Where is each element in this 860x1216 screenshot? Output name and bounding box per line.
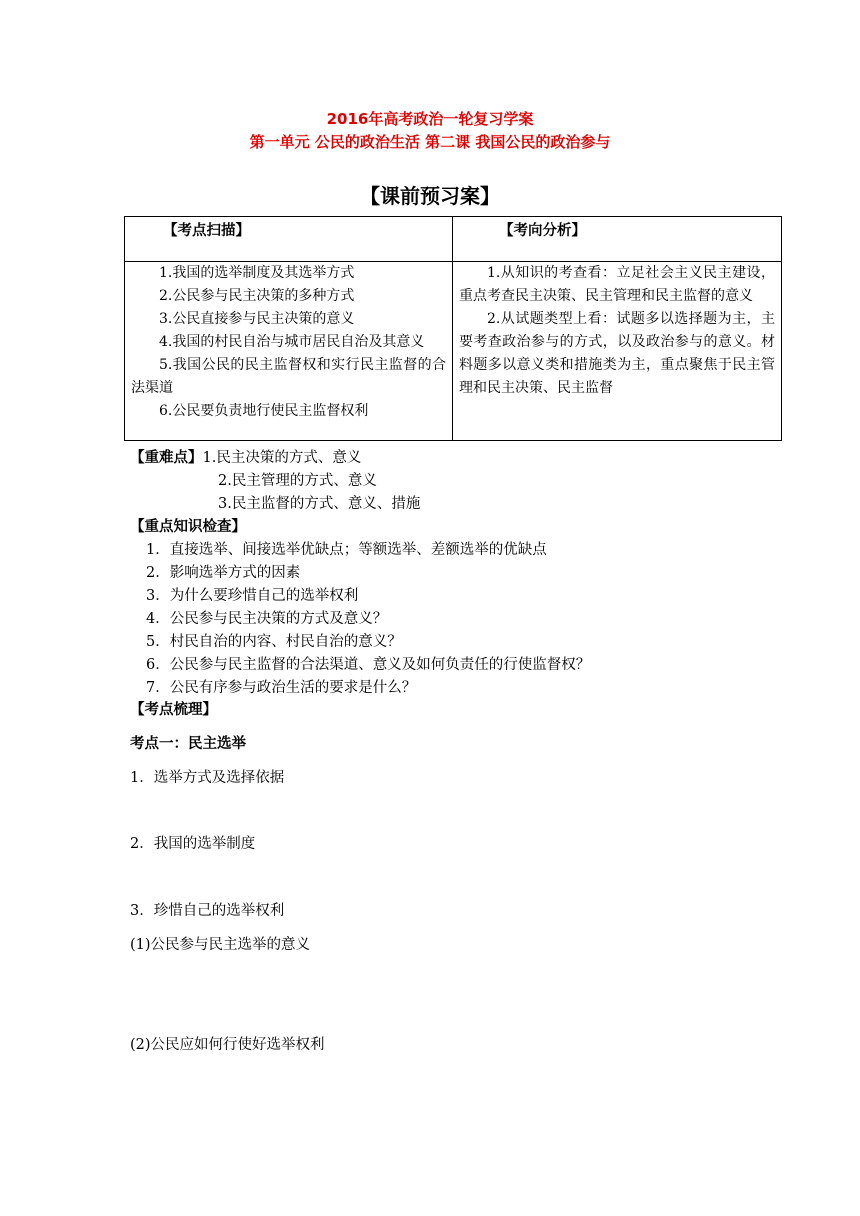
list-item: 1.从知识的考查看：立足社会主义民主建设，重点考查民主决策、民主管理和民主监督的意义: [459, 265, 775, 304]
exam-points-list: [125, 262, 452, 423]
review-subquestion: (2)公民应如何行使好选举权利: [130, 1037, 325, 1053]
list-item: 6.公民要负责地行使民主监督权利: [159, 403, 369, 419]
review-subquestion: (1)公民参与民主选举的意义: [130, 937, 311, 953]
key-points-label: 【重难点】: [130, 450, 203, 466]
key-points-row: [130, 446, 361, 467]
list-item: 2.公民参与民主决策的多种方式: [159, 288, 355, 304]
knowledge-check-item: 5．村民自治的内容、村民自治的意义？: [146, 634, 402, 650]
preview-table: [124, 216, 782, 441]
list-item: 2.从试题类型上看：试题多以选择题为主，主要考查政治参与的方式，以及政治参与的意义。材料题多以意义类和措施类为主，重点聚焦于民主管理和民主决策、民主监督: [459, 311, 775, 396]
knowledge-check-item: 3．为什么要珍惜自己的选举权利: [146, 588, 359, 604]
list-item: 1.我国的选举制度及其选举方式: [159, 265, 355, 281]
knowledge-check-item: 4．公民参与民主决策的方式及意义？: [146, 611, 388, 627]
key-point-item: 1.民主决策的方式、意义: [202, 450, 362, 466]
section-title: 【课前预习案】: [360, 184, 500, 208]
list-item: 3.公民直接参与民主决策的意义: [159, 311, 355, 327]
review-question: 1．选举方式及选择依据: [130, 770, 285, 786]
table-header-left: [125, 217, 453, 262]
knowledge-check-label: 【重点知识检查】: [130, 519, 246, 535]
key-point-item: 2.民主管理的方式、意义: [218, 473, 377, 489]
knowledge-check-item: 7．公民有序参与政治生活的要求是什么？: [146, 680, 417, 696]
exam-trend-list: [453, 262, 781, 400]
key-point-item: 3.民主监督的方式、意义、措施: [218, 496, 421, 512]
list-item: 4.我国的村民自治与城市居民自治及其意义: [159, 334, 425, 350]
exam-points-cell: [125, 262, 453, 441]
document-subtitle: 第一单元 公民的政治生活 第二课 我国公民的政治参与: [249, 133, 611, 151]
review-question: 3．珍惜自己的选举权利: [130, 903, 285, 919]
knowledge-check-item: 2．影响选举方式的因素: [146, 565, 301, 581]
document-title: 2016年高考政治一轮复习学案: [326, 110, 534, 128]
list-item: 5.我国公民的民主监督权和实行民主监督的合法渠道: [131, 357, 446, 396]
exam-trend-cell: [453, 262, 782, 441]
knowledge-check-item: 1．直接选举、间接选举优缺点；等额选举、差额选举的优缺点: [146, 542, 547, 558]
exam-trend-header: 【考向分析】: [499, 223, 586, 239]
review-question: 2．我国的选举制度: [130, 836, 256, 852]
topic-heading: 考点一：民主选举: [130, 736, 246, 752]
exam-points-header: 【考点扫描】: [163, 223, 250, 239]
table-header-right: [453, 217, 782, 262]
knowledge-check-item: 6．公民参与民主监督的合法渠道、意义及如何负责任的行使监督权？: [146, 657, 591, 673]
review-label: 【考点梳理】: [130, 702, 217, 718]
